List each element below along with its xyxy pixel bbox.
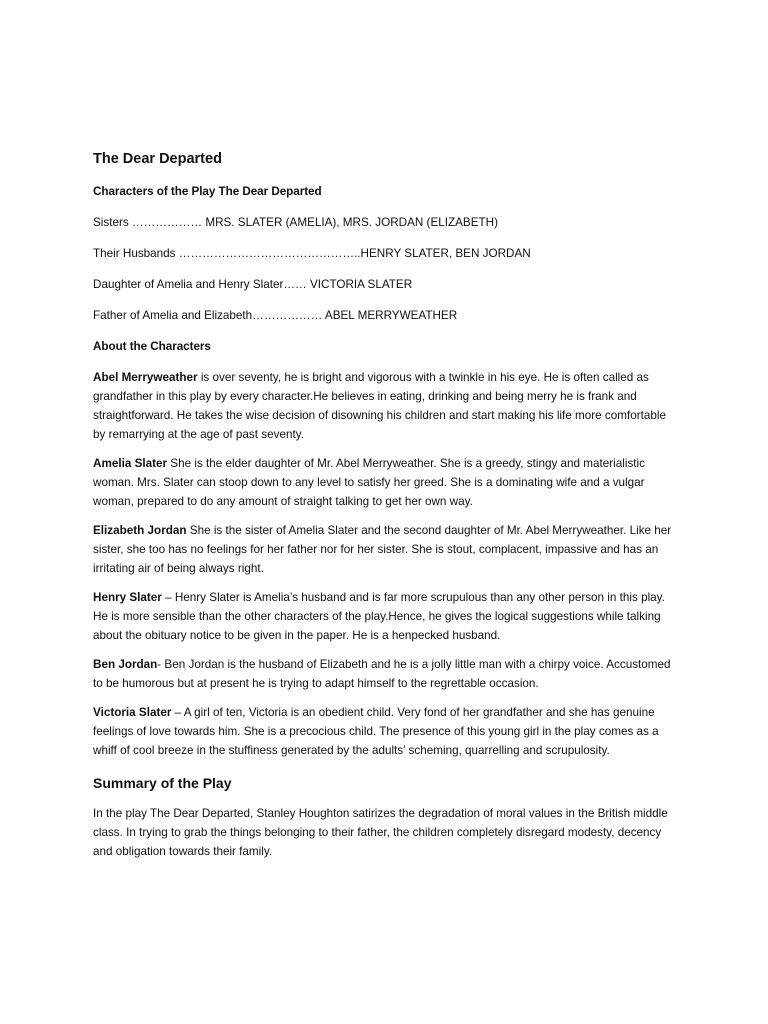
character-name: Abel Merryweather <box>93 371 198 384</box>
character-description: is over seventy, he is bright and vigorous with a twinkle in his eye. He is often called as grandfather in this play by every character.He believes in eating, drinking and being merry he is frank and straightforward. He takes the wise decision of disowning his children and start making his life more comfortable by remarrying at the age of past seventy. <box>93 371 666 441</box>
character-name: Victoria Slater <box>93 706 172 719</box>
character-name: Amelia Slater <box>93 457 168 470</box>
character-description: She is the sister of Amelia Slater and the second daughter of Mr. Abel Merryweather. Like her sister, she too has no feelings for her father nor for her sister. She is stout, complacent, impassive and has an irritating air of being always right. <box>93 524 672 575</box>
character-description: She is the elder daughter of Mr. Abel Merryweather. She is a greedy, stingy and materialistic woman. Mrs. Slater can stoop down to any level to satisfy her greed. She is a dominating wife and a vulgar woman, prepared to do any amount of straight talking to get her own way. <box>93 457 645 508</box>
character-name: Henry Slater <box>93 591 162 604</box>
character-paragraph-amelia <box>93 454 678 511</box>
cast-line-sisters: Sisters ……………… MRS. SLATER (AMELIA), MRS. JORDAN (ELIZABETH) <box>93 216 498 229</box>
document-title: The Dear Departed <box>93 151 222 167</box>
character-description: – Henry Slater is Amelia’s husband and is far more scrupulous than any other person in this play. He is more sensible than the other characters of the play.Hence, he gives the logical suggestions while talking about the obituary notice to be given in the paper. He is a henpecked husband. <box>93 591 665 642</box>
character-paragraph-elizabeth <box>93 521 678 578</box>
cast-line-father: Father of Amelia and Elizabeth……………… ABEL MERRYWEATHER <box>93 309 458 322</box>
summary-paragraph: In the play The Dear Departed, Stanley Houghton satirizes the degradation of moral values in the British middle class. In trying to grab the things belonging to their father, the children completely disregard modesty, decency and obligation towards their family. <box>93 807 668 858</box>
character-paragraph-abel <box>93 368 678 444</box>
character-description: - Ben Jordan is the husband of Elizabeth and he is a jolly little man with a chirpy voice. Accustomed to be humorous but at present he is trying to adapt himself to the regrettable occasion. <box>93 658 671 690</box>
character-paragraph-henry <box>93 588 678 645</box>
characters-heading: Characters of the Play The Dear Departed <box>93 185 322 198</box>
character-name: Ben Jordan <box>93 658 158 671</box>
summary-heading: Summary of the Play <box>93 775 232 791</box>
character-paragraph-ben <box>93 655 678 693</box>
cast-line-daughter: Daughter of Amelia and Henry Slater…… VICTORIA SLATER <box>93 278 413 291</box>
character-name: Elizabeth Jordan <box>93 524 187 537</box>
character-description: – A girl of ten, Victoria is an obedient child. Very fond of her grandfather and she has genuine feelings of love towards him. She is a precocious child. The presence of this young girl in the play comes as a whiff of cool breeze in the stuffiness generated by the adults’ scheming, quarrelling and scrupulosity. <box>93 706 659 757</box>
cast-line-husbands: Their Husbands ………………………………………..HENRY SLATER, BEN JORDAN <box>93 247 531 260</box>
about-heading: About the Characters <box>93 340 211 353</box>
character-paragraph-victoria <box>93 703 678 760</box>
